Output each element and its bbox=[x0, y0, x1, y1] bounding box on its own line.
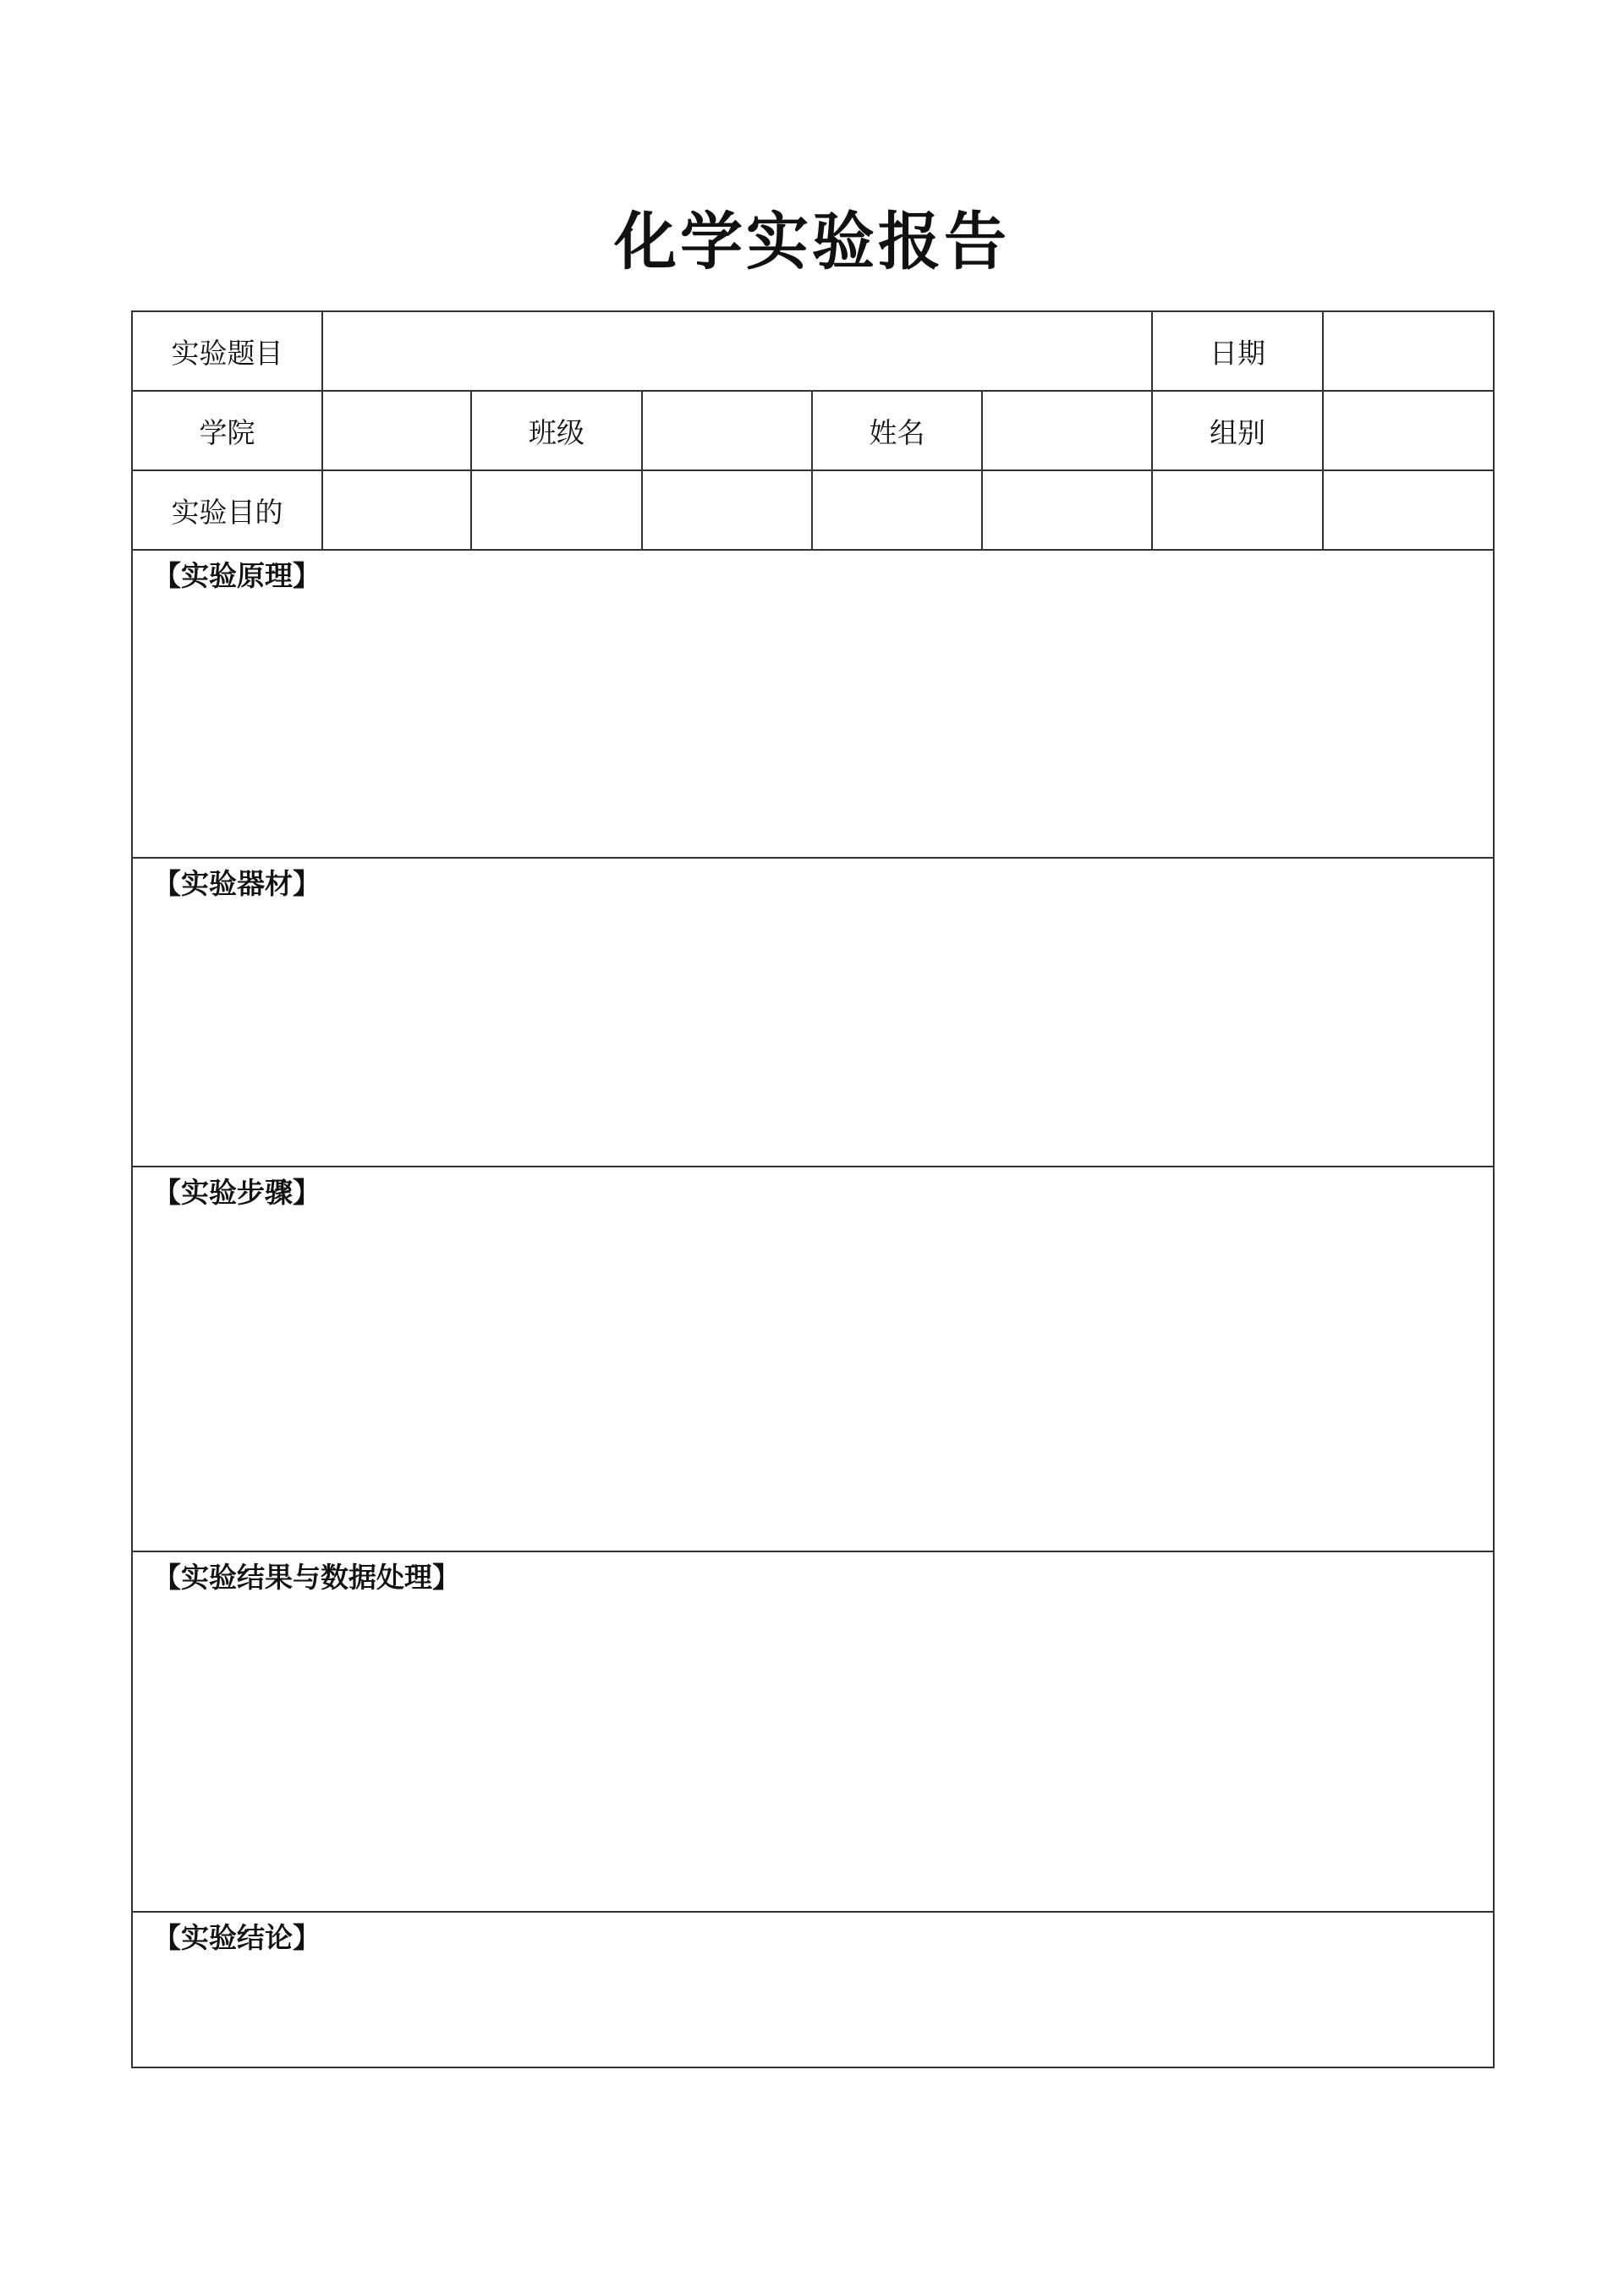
purpose-cell-2[interactable] bbox=[471, 470, 642, 550]
name-field[interactable] bbox=[982, 391, 1152, 470]
table-row-info bbox=[132, 391, 1494, 470]
date-label: 日期 bbox=[1152, 311, 1323, 391]
class-label: 班级 bbox=[471, 391, 642, 470]
table-row-conclusion bbox=[132, 1912, 1494, 2067]
purpose-cell-6[interactable] bbox=[1152, 470, 1323, 550]
name-label: 姓名 bbox=[812, 391, 982, 470]
steps-section[interactable] bbox=[132, 1167, 1494, 1551]
purpose-label: 实验目的 bbox=[132, 470, 322, 550]
principle-heading: 【实验原理】 bbox=[153, 559, 321, 592]
principle-section[interactable] bbox=[132, 550, 1494, 858]
report-table bbox=[131, 310, 1495, 2068]
class-field[interactable] bbox=[642, 391, 812, 470]
purpose-cell-5[interactable] bbox=[982, 470, 1152, 550]
conclusion-section[interactable] bbox=[132, 1912, 1494, 2067]
conclusion-heading: 【实验结论】 bbox=[153, 1921, 321, 1954]
table-row-results bbox=[132, 1551, 1494, 1912]
group-label: 组别 bbox=[1152, 391, 1323, 470]
steps-heading: 【实验步骤】 bbox=[153, 1176, 321, 1209]
date-field[interactable] bbox=[1323, 311, 1494, 391]
table-row-purpose bbox=[132, 470, 1494, 550]
purpose-cell-1[interactable] bbox=[322, 470, 471, 550]
purpose-cell-3[interactable] bbox=[642, 470, 812, 550]
group-field[interactable] bbox=[1323, 391, 1494, 470]
equipment-section[interactable] bbox=[132, 858, 1494, 1167]
table-row-topic bbox=[132, 311, 1494, 391]
topic-field[interactable] bbox=[322, 311, 1152, 391]
equipment-heading: 【实验器材】 bbox=[153, 867, 321, 900]
table-row-equipment bbox=[132, 858, 1494, 1167]
purpose-cell-4[interactable] bbox=[812, 470, 982, 550]
college-label: 学院 bbox=[132, 391, 322, 470]
page-title: 化学实验报告 bbox=[614, 206, 1010, 278]
college-field[interactable] bbox=[322, 391, 471, 470]
table-row-principle bbox=[132, 550, 1494, 858]
purpose-cell-7[interactable] bbox=[1323, 470, 1494, 550]
results-section[interactable] bbox=[132, 1551, 1494, 1912]
topic-label: 实验题目 bbox=[132, 311, 322, 391]
table-row-steps bbox=[132, 1167, 1494, 1551]
results-heading: 【实验结果与数据处理】 bbox=[153, 1561, 460, 1594]
